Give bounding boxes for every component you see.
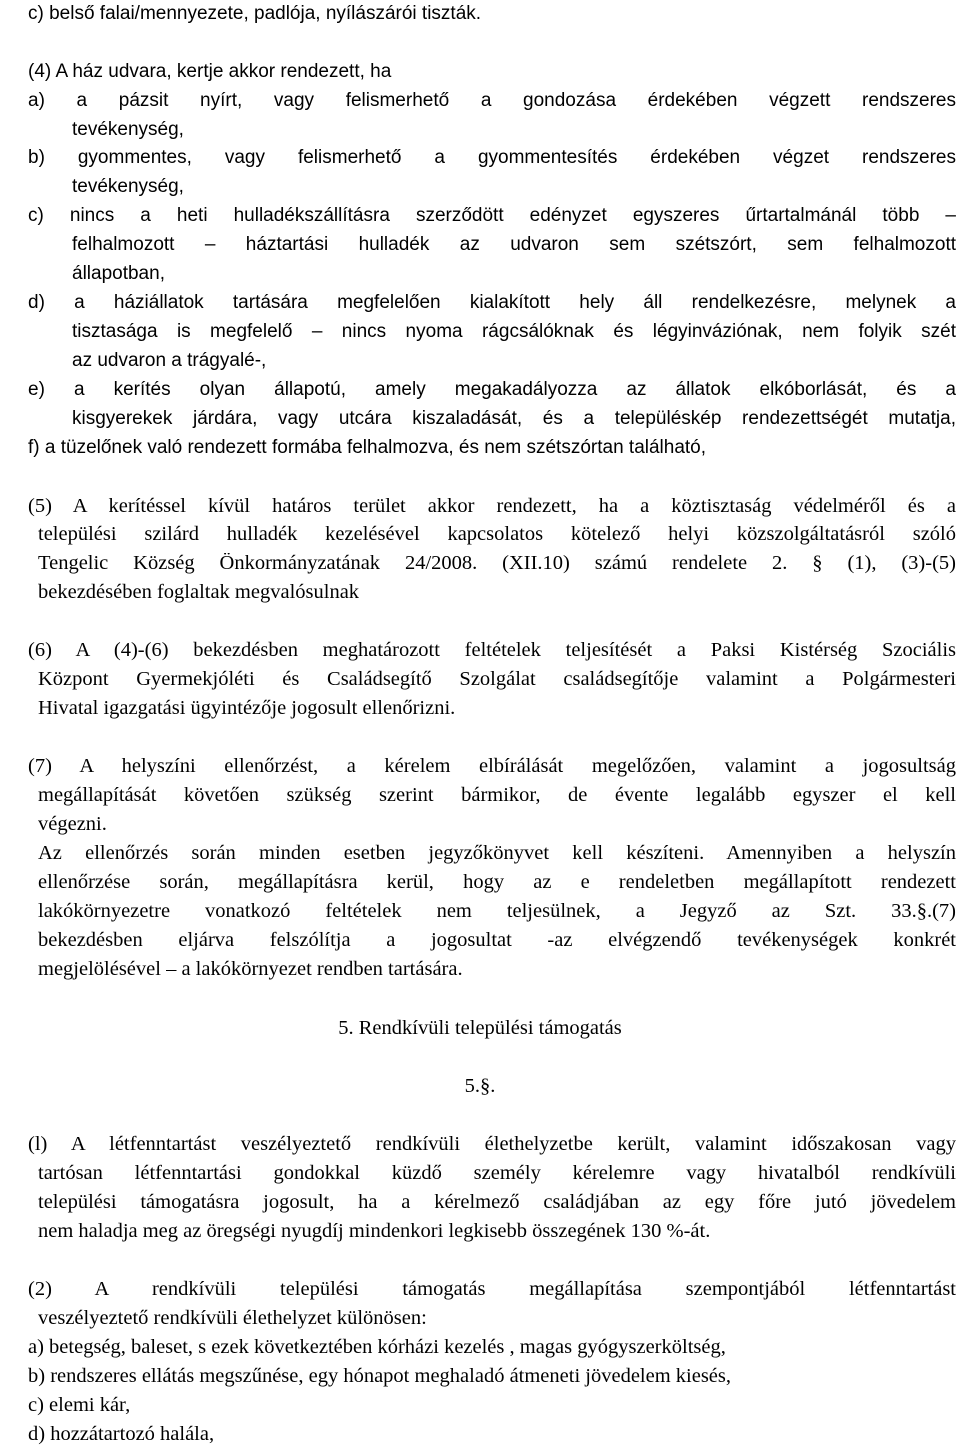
section-2-item-c: c) elemi kár, [28, 1394, 131, 1416]
section-1-line3: települési támogatásra jogosult, ha a kérelmező családjában az egy főre jutó jövedelem [38, 1192, 956, 1213]
item-a-line1: a) a pázsit nyírt, vagy felismerhető a gondozása érdekében végzett rendszeres [28, 91, 956, 111]
section-7-line7: bekezdésben eljárva felszólítja a jogosultat -az elvégzendő tevékenységek konkrét [38, 930, 956, 951]
section-5-line4: bekezdésében foglaltak megvalósulnak [38, 581, 360, 603]
section-7-line1: (7) A helyszíni ellenőrzést, a kérelem elbírálását megelőzően, valamint a jogosultság [28, 756, 956, 777]
section-5-line3: Tengelic Község Önkormányzatának 24/2008. (XII.10) számú rendelete 2. § (1), (3)-(5) [38, 553, 956, 574]
item-d-line2: tisztasága is megfelelő – nincs nyoma rágcsálóknak és légyinváziónak, nem folyik szét [72, 322, 956, 342]
item-e-line1: e) a kerítés olyan állapotú, amely megakadályozza az állatok elkóborlását, és a [28, 380, 956, 400]
item-c-line1: c) nincs a heti hulladékszállításra szerződött edényzet egyszeres űrtartalmánál több – [28, 206, 956, 226]
section-7-line3: végezni. [38, 813, 107, 835]
item-b-line2: tevékenység, [72, 176, 184, 197]
section-2-item-b: b) rendszeres ellátás megszűnése, egy hónapot meghaladó átmeneti jövedelem kiesés, [28, 1365, 732, 1387]
section-7-line4: Az ellenőrzés során minden esetben jegyzőkönyvet kell készíteni. Amennyiben a helyszín [38, 843, 956, 864]
section-6-line3: Hivatal igazgatási ügyintézője jogosult ellenőrizni. [38, 697, 456, 719]
item-c-interior: c) belső falai/mennyezete, padlója, nyílászárói tiszták. [28, 3, 482, 24]
section-7-line2: megállapítását követően szükség szerint bármikor, de évente legalább egyszer el kell [38, 785, 956, 806]
section-2-item-d: d) hozzátartozó halála, [28, 1423, 215, 1445]
section-1-line4: nem haladja meg az öregségi nyugdíj mindenkori legkisebb összegének 130 %-át. [38, 1220, 711, 1242]
section-6-line2: Központ Gyermekjóléti és Családsegítő Szolgálat családsegítője valamint a Polgármesteri [38, 669, 956, 690]
section-5-line1: (5) A kerítéssel kívül határos terület akkor rendezett, ha a köztisztaság védelméről és a [28, 496, 956, 517]
section-5-line2: települési szilárd hulladék kezelésével kapcsolatos kötelező helyi közszolgáltatásról szóló [38, 524, 956, 545]
section-2-line1: (2) A rendkívüli települési támogatás megállapítása szempontjából létfenntartást [28, 1279, 956, 1300]
section-1-line2: tartósan létfenntartási gondokkal küzdő személy kérelemre vagy hivatalból rendkívüli [38, 1163, 956, 1184]
item-c-line2: felhalmozott – háztartási hulladék az udvaron sem szétszórt, sem felhalmozott [72, 235, 956, 255]
item-a-line2: tevékenység, [72, 119, 184, 140]
item-c-line3: állapotban, [72, 263, 165, 284]
section-7-line6: lakókörnyezetre vonatkozó feltételek nem teljesülnek, a Jegyző az Szt. 33.§.(7) [38, 901, 956, 922]
section-7-line5: ellenőrzése során, megállapításra kerül, hogy az e rendeletben megállapított rendezett [38, 872, 956, 893]
section-2-line2: veszélyeztető rendkívüli élethelyzet különösen: [38, 1307, 427, 1329]
item-b-line1: b) gyommentes, vagy felismerhető a gyommentesítés érdekében végzet rendszeres [28, 148, 956, 168]
section-7-line8: megjelölésével – a lakókörnyezet rendben tartására. [38, 958, 463, 980]
item-f-line1: f) a tüzelőnek való rendezett formába felhalmozva, és nem szétszórtan található, [28, 437, 707, 458]
paragraph-mark: 5.§. [464, 1075, 496, 1097]
section-1-line1: (l) A létfenntartást veszélyeztető rendkívüli élethelyzetbe került, valamint időszakosan vagy [28, 1134, 956, 1155]
item-d-line1: d) a háziállatok tartására megfelelően kialakított hely áll rendelkezésre, melynek a [28, 293, 956, 313]
section-4-intro: (4) A ház udvara, kertje akkor rendezett, ha [28, 61, 392, 82]
item-d-line3: az udvaron a trágyalé-, [72, 350, 267, 371]
section-2-item-a: a) betegség, baleset, s ezek következtében kórházi kezelés , magas gyógyszerköltség, [28, 1336, 726, 1358]
chapter-title: 5. Rendkívüli települési támogatás [338, 1017, 622, 1039]
item-e-line2: kisgyerekek járdára, vagy utcára kiszaladását, és a településkép rendezettségét mutatja, [72, 409, 956, 429]
section-6-line1: (6) A (4)-(6) bekezdésben meghatározott feltételek teljesítését a Paksi Kistérség Szociális [28, 640, 956, 661]
